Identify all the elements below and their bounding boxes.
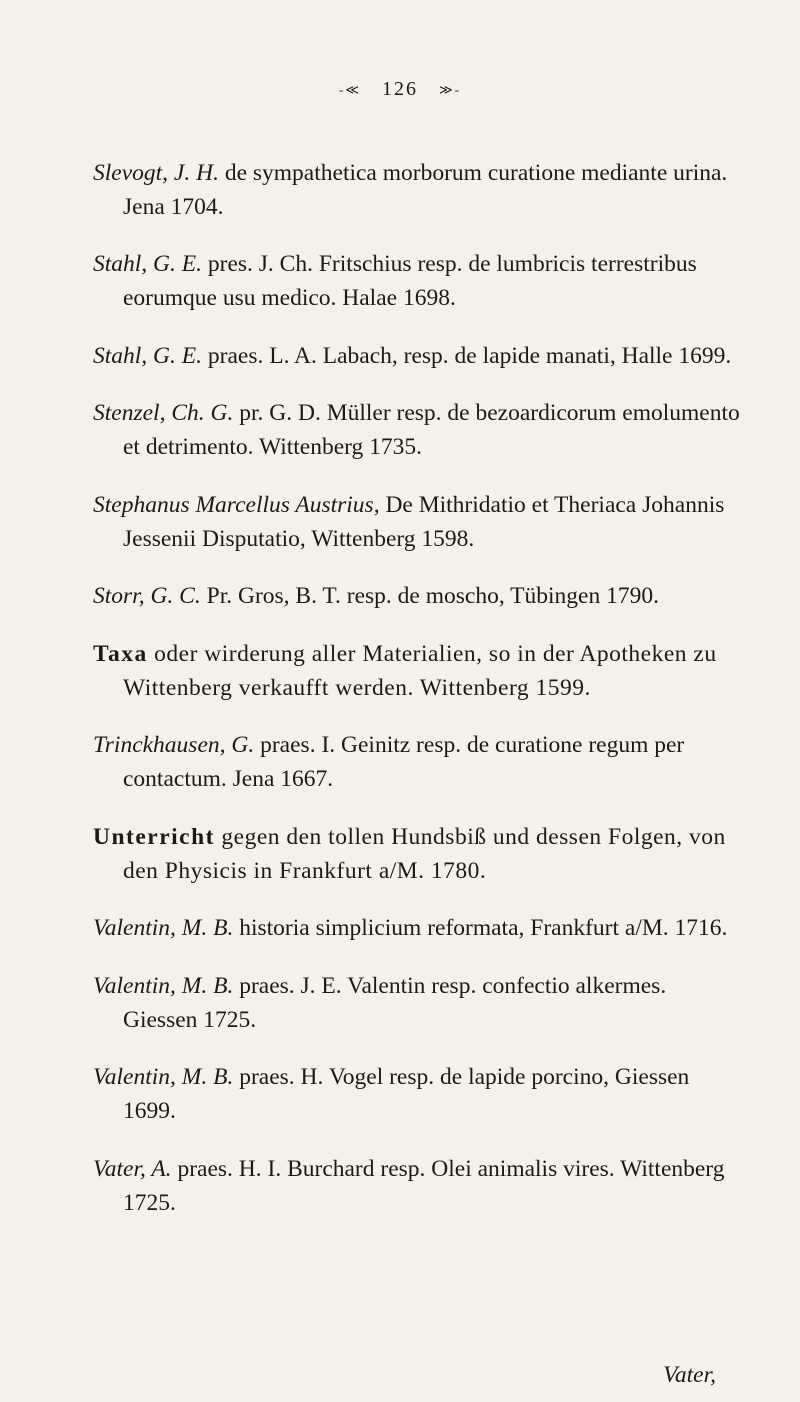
bibliography-entry bbox=[93, 969, 743, 1037]
entry-author: Valentin, M. B. bbox=[93, 915, 234, 941]
bibliography-entry bbox=[93, 728, 743, 796]
entry-author: Stahl, G. E. bbox=[93, 251, 203, 277]
entry-author: Unterricht bbox=[93, 823, 216, 850]
bibliography-entry bbox=[93, 247, 743, 315]
entry-text: pr. G. D. Müller resp. de bezoardicorum emolumento et detrimento. Wittenberg 1735. bbox=[123, 400, 740, 460]
catchword: Vater, bbox=[663, 1362, 716, 1388]
entry-author: Vater, A. bbox=[93, 1155, 172, 1182]
entry-text: historia simplicium reformata, Frankfurt a/M. 1716. bbox=[239, 915, 728, 941]
entry-text: praes. H. Vogel resp. de lapide porcino, Giessen 1699. bbox=[123, 1064, 690, 1124]
entry-text: gegen den tollen Hundsbiß und dessen Folgen, von den Physicis in Frankfurt a/M. 1780. bbox=[123, 823, 726, 884]
entry-author: Valentin, M. B. bbox=[93, 972, 234, 999]
entry-author: Stenzel, Ch. G. bbox=[93, 400, 234, 426]
entry-author: Taxa bbox=[93, 640, 148, 667]
entry-text: praes. L. A. Labach, resp. de lapide manati, Halle 1699. bbox=[207, 342, 732, 369]
ornament-left: -≪ bbox=[339, 82, 361, 98]
bibliography-list bbox=[93, 132, 743, 1225]
entry-author: Trinckhausen, G. bbox=[93, 732, 255, 758]
bibliography-entry-german bbox=[93, 637, 743, 705]
entry-text: Pr. Gros, B. T. resp. de moscho, Tübingen 1790. bbox=[206, 583, 659, 609]
bibliography-entry-german bbox=[93, 820, 743, 888]
entry-text: praes. H. I. Burchard resp. Olei animalis vires. Wittenberg 1725. bbox=[123, 1155, 725, 1216]
entry-author: Storr, G. C. bbox=[93, 583, 201, 609]
page-number: 126 bbox=[382, 78, 418, 100]
entry-text: praes. J. E. Valentin resp. confectio alkermes. Giessen 1725. bbox=[123, 972, 667, 1033]
bibliography-entry bbox=[93, 911, 743, 945]
entry-text: De Mithridatio et Theriaca Johannis Jessenii Disputatio, Wittenberg 1598. bbox=[123, 491, 725, 552]
bibliography-entry bbox=[93, 339, 743, 373]
bibliography-entry bbox=[93, 156, 743, 224]
bibliography-entry bbox=[93, 488, 743, 556]
entry-author: Stephanus Marcellus Austrius, bbox=[93, 491, 380, 518]
entry-author: Stahl, G. E. bbox=[93, 342, 203, 369]
page-header bbox=[0, 78, 800, 101]
ornament-right: ≫- bbox=[439, 82, 461, 98]
bibliography-entry bbox=[93, 579, 743, 613]
bibliography-entry bbox=[93, 1060, 743, 1128]
entry-text: de sympathetica morborum curatione mediante urina. Jena 1704. bbox=[123, 159, 728, 220]
bibliography-entry bbox=[93, 396, 743, 464]
entry-text: praes. I. Geinitz resp. de curatione regum per contactum. Jena 1667. bbox=[123, 732, 685, 792]
entry-text: pres. J. Ch. Fritschius resp. de lumbricis terrestribus eorumque usu medico. Halae 1698. bbox=[123, 251, 697, 311]
entry-author: Valentin, M. B. bbox=[93, 1064, 234, 1090]
entry-text: oder wirderung aller Materialien, so in der Apotheken zu Wittenberg verkaufft werden. Wittenberg 1599. bbox=[123, 640, 717, 701]
entry-author: Slevogt, J. H. bbox=[93, 159, 219, 186]
bibliography-entry bbox=[93, 1152, 743, 1220]
